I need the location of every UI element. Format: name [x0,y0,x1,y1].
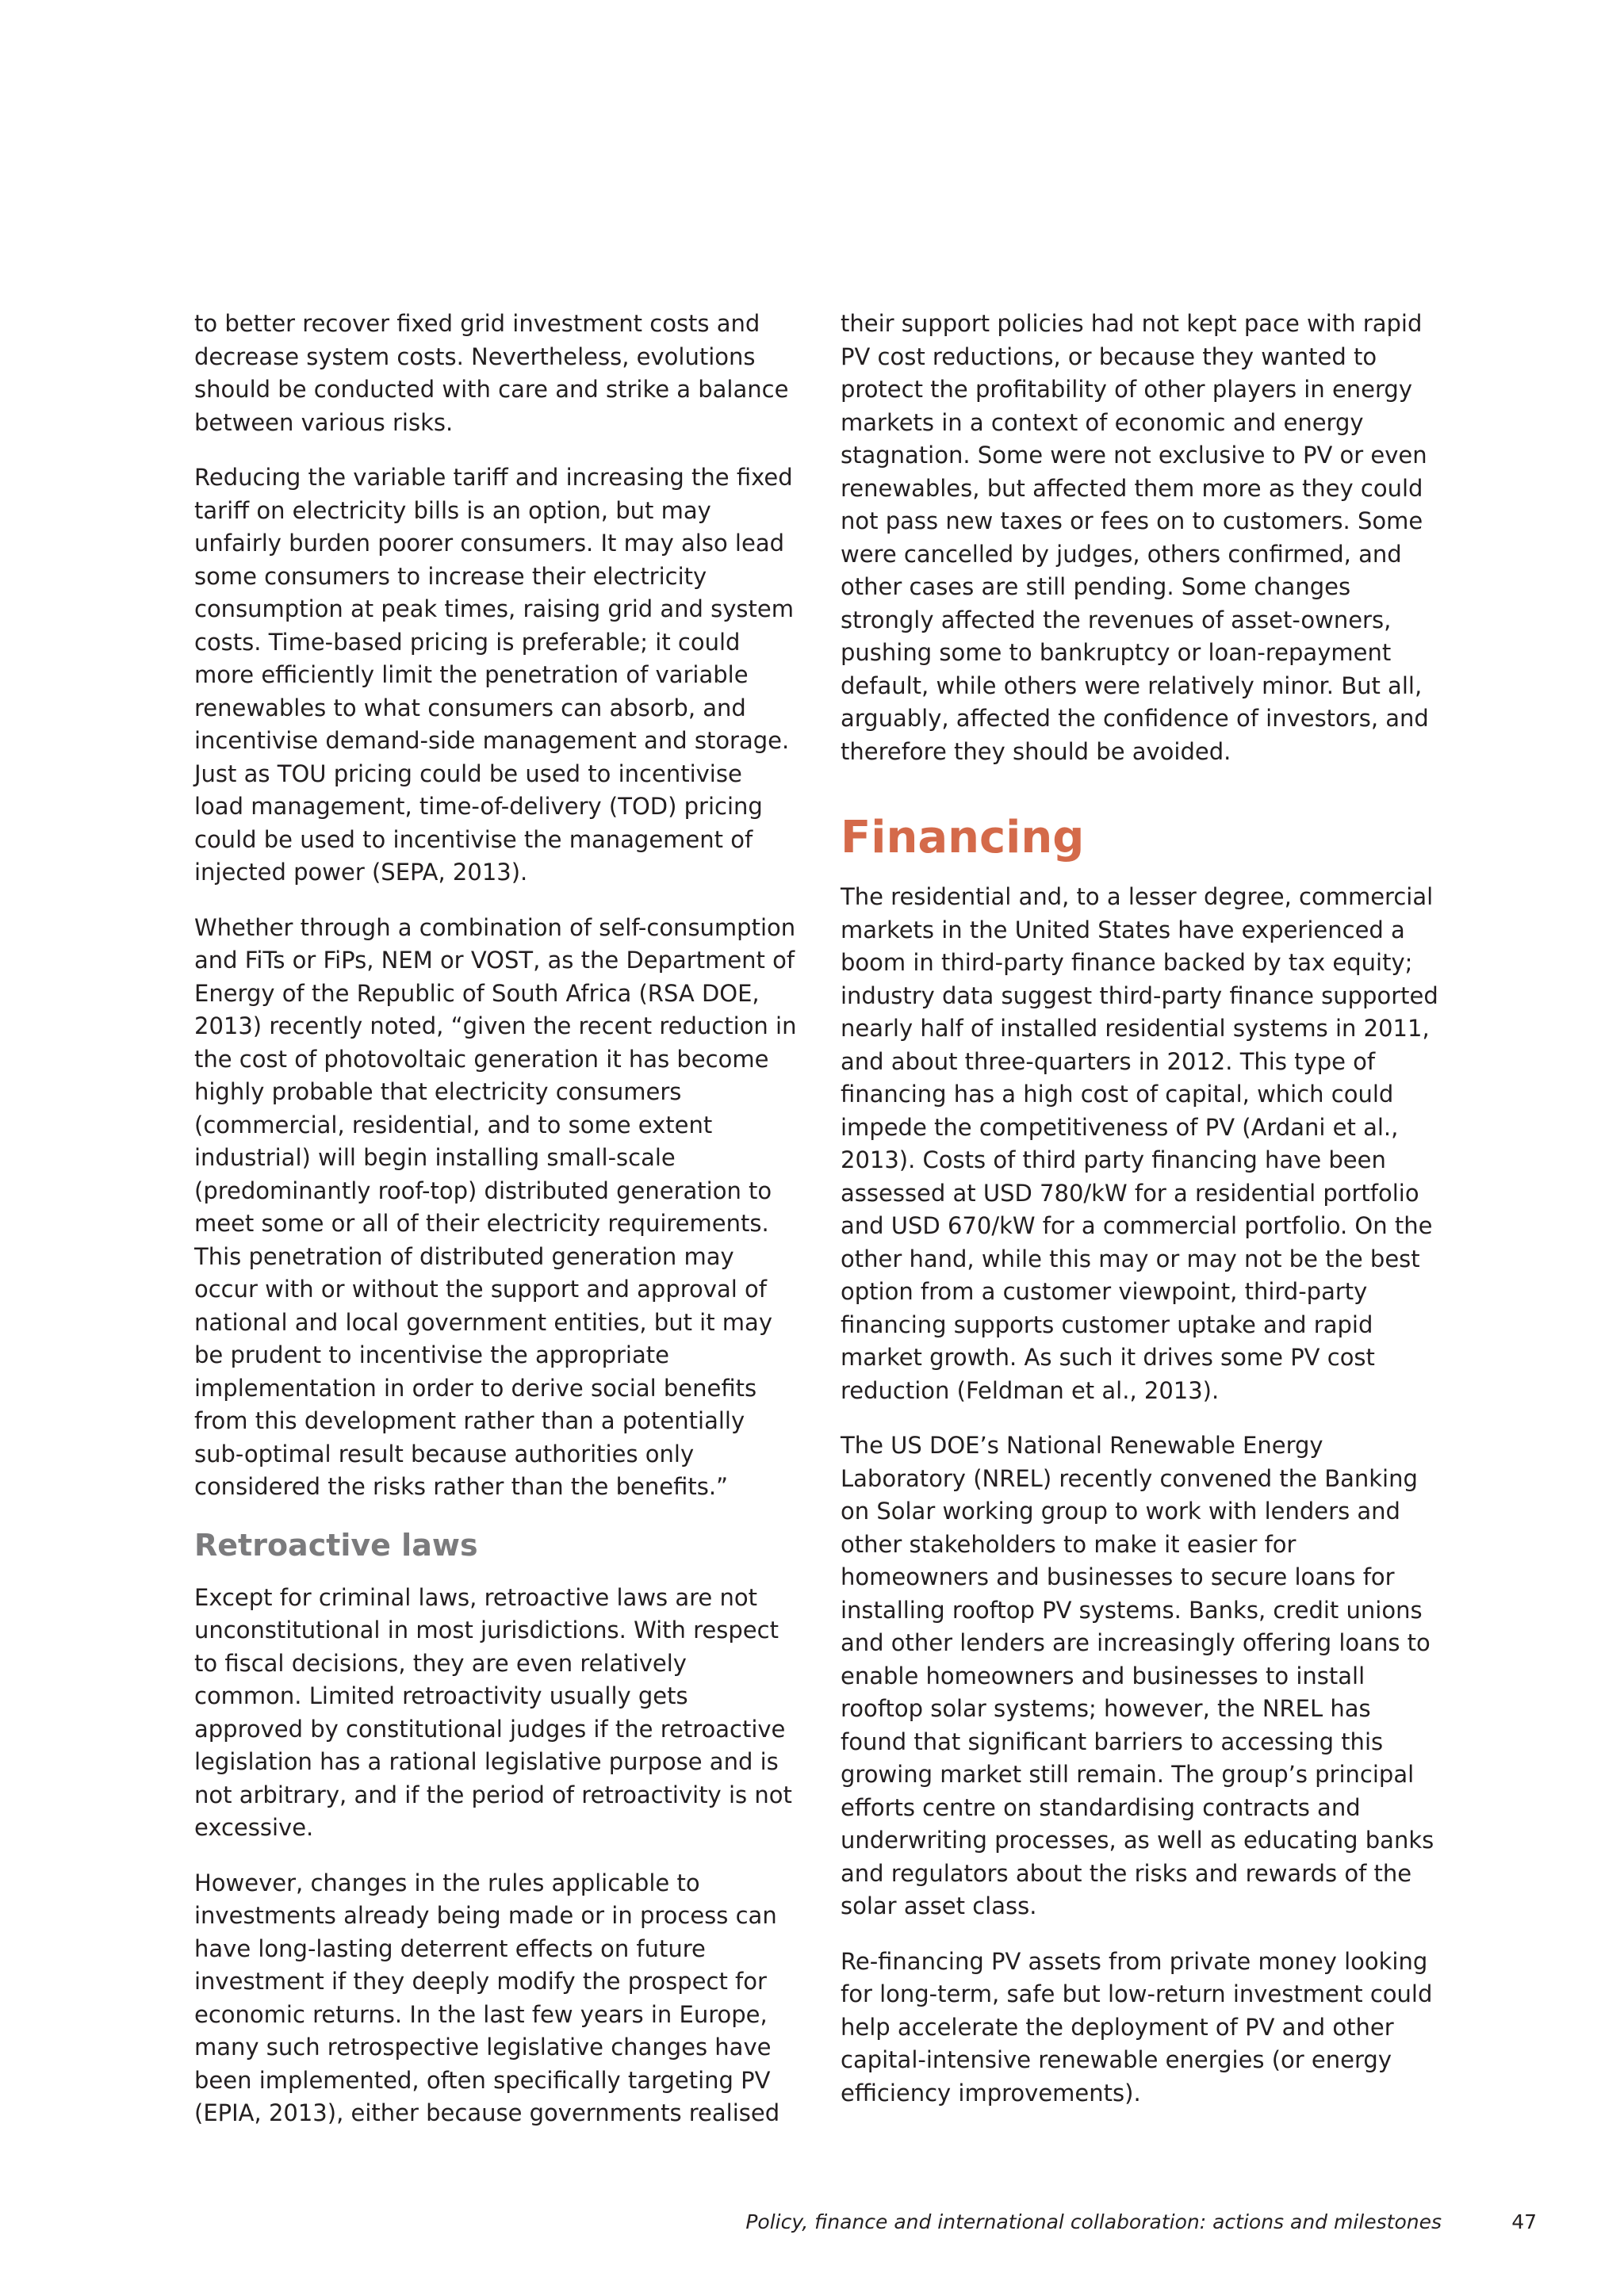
paragraph: Whether through a combination of self-consumption and FiTs or FiPs, NEM or VOST, as the Department of Energy of the Republic of South Africa (RSA DOE, 2013) recently noted, “given the recent reduction in the cost of photovoltaic generation it has become highly probable that electricity consumers (commercial, residential, and to some extent industrial) will begin installing small-scale (predominantly roof-top) distributed generation to meet some or all of their electricity requirements. This penetration of distributed generation may occur with or without the support and approval of national and local government entities, but it may be prudent to incentivise the appropriate implementation in order to derive social benefits from this development rather than a potentially sub-optimal result because authorities only considered the risks rather than the benefits.” [194,913,797,1500]
paragraph: to better recover fixed grid investment costs and decrease system costs. Nevertheless, evolutions should be conducted with care and strike a balance between various risks. [194,310,789,436]
page-number: 47 [1511,2210,1537,2233]
left-column [194,308,797,2130]
paragraph: The US DOE’s National Renewable Energy Laboratory (NREL) recently convened the Banking on Solar working group to work with lenders and other stakeholders to make it easier for homeowners and businesses to secure loans for installing rooftop PV systems. Banks, credit unions and other lenders are increasingly offering loans to enable homeowners and businesses to install rooftop solar systems; however, the NREL has found that significant barriers to accessing this growing market still remain. The group’s principal efforts centre on standardising contracts and underwriting processes, as well as educating banks and regulators about the risks and rewards of the solar asset class. [841,1432,1434,1919]
paragraph: Re-financing PV assets from private money looking for long-term, safe but low-return investment could help accelerate the deployment of PV and other capital-intensive renewable energies (or energy efficiency improvements). [841,1947,1433,2107]
paragraph: their support policies had not kept pace with rapid PV cost reductions, or because they wanted to protect the profitability of other players in energy markets in a context of economic and energy stagnation. Some were not exclusive to PV or even renewables, but affected them more as they could not pass new taxes or fees on to customers. Some were cancelled by judges, others confirmed, and other cases are still pending. Some changes strongly affected the revenues of asset-owners, pushing some to bankruptcy or loan-repayment default, while others were relatively minor. But all, arguably, affected the confidence of investors, and therefore they should be avoided. [841,310,1429,765]
paragraph: However, changes in the rules applicable to investments already being made or in process can have long-lasting deterrent effects on future investment if they deeply modify the prospect for economic returns. In the last few years in Europe, many such retrospective legislative changes have been implemented, often specifically targeting PV (EPIA, 2013), either because governments realised [194,1869,780,2126]
section-heading-financing: Financing [841,812,1085,863]
paragraph: Except for criminal laws, retroactive laws are not unconstitutional in most jurisdictions. With respect to fiscal decisions, they are even relatively common. Limited retroactivity usually gets approved by constitutional judges if the retroactive legislation has a rational legislative purpose and is not arbitrary, and if the period of retroactivity is not excessive. [194,1583,792,1841]
subheading-retroactive-laws: Retroactive laws [194,1527,478,1563]
footer-title: Policy, finance and international collaboration: actions and milestones [745,2210,1442,2233]
paragraph: The residential and, to a lesser degree, commercial markets in the United States have experienced a boom in third-party finance backed by tax equity; industry data suggest third-party finance supported nearly half of installed residential systems in 2011, and about three-quarters in 2012. This type of financing has a high cost of capital, which could impede the competitiveness of PV (Ardani et al., 2013). Costs of third party financing have been assessed at USD 780/kW for a residential portfolio and USD 670/kW for a commercial portfolio. On the other hand, while this may or may not be the best option from a customer viewpoint, third-party financing supports customer uptake and rapid market growth. As such it drives some PV cost reduction (Feldman et al., 2013). [841,883,1438,1404]
right-column [841,308,1443,2110]
paragraph: Reducing the variable tariff and increasing the fixed tariff on electricity bills is an option, but may unfairly burden poorer consumers. It may also lead some consumers to increase their electricity consumption at peak times, raising grid and system costs. Time-based pricing is preferable; it could more efficiently limit the penetration of variable renewables to what consumers can absorb, and incentivise demand-side management and storage. Just as TOU pricing could be used to incentivise load management, time-of-delivery (TOD) pricing could be used to incentivise the management of injected power (SEPA, 2013). [194,464,794,886]
